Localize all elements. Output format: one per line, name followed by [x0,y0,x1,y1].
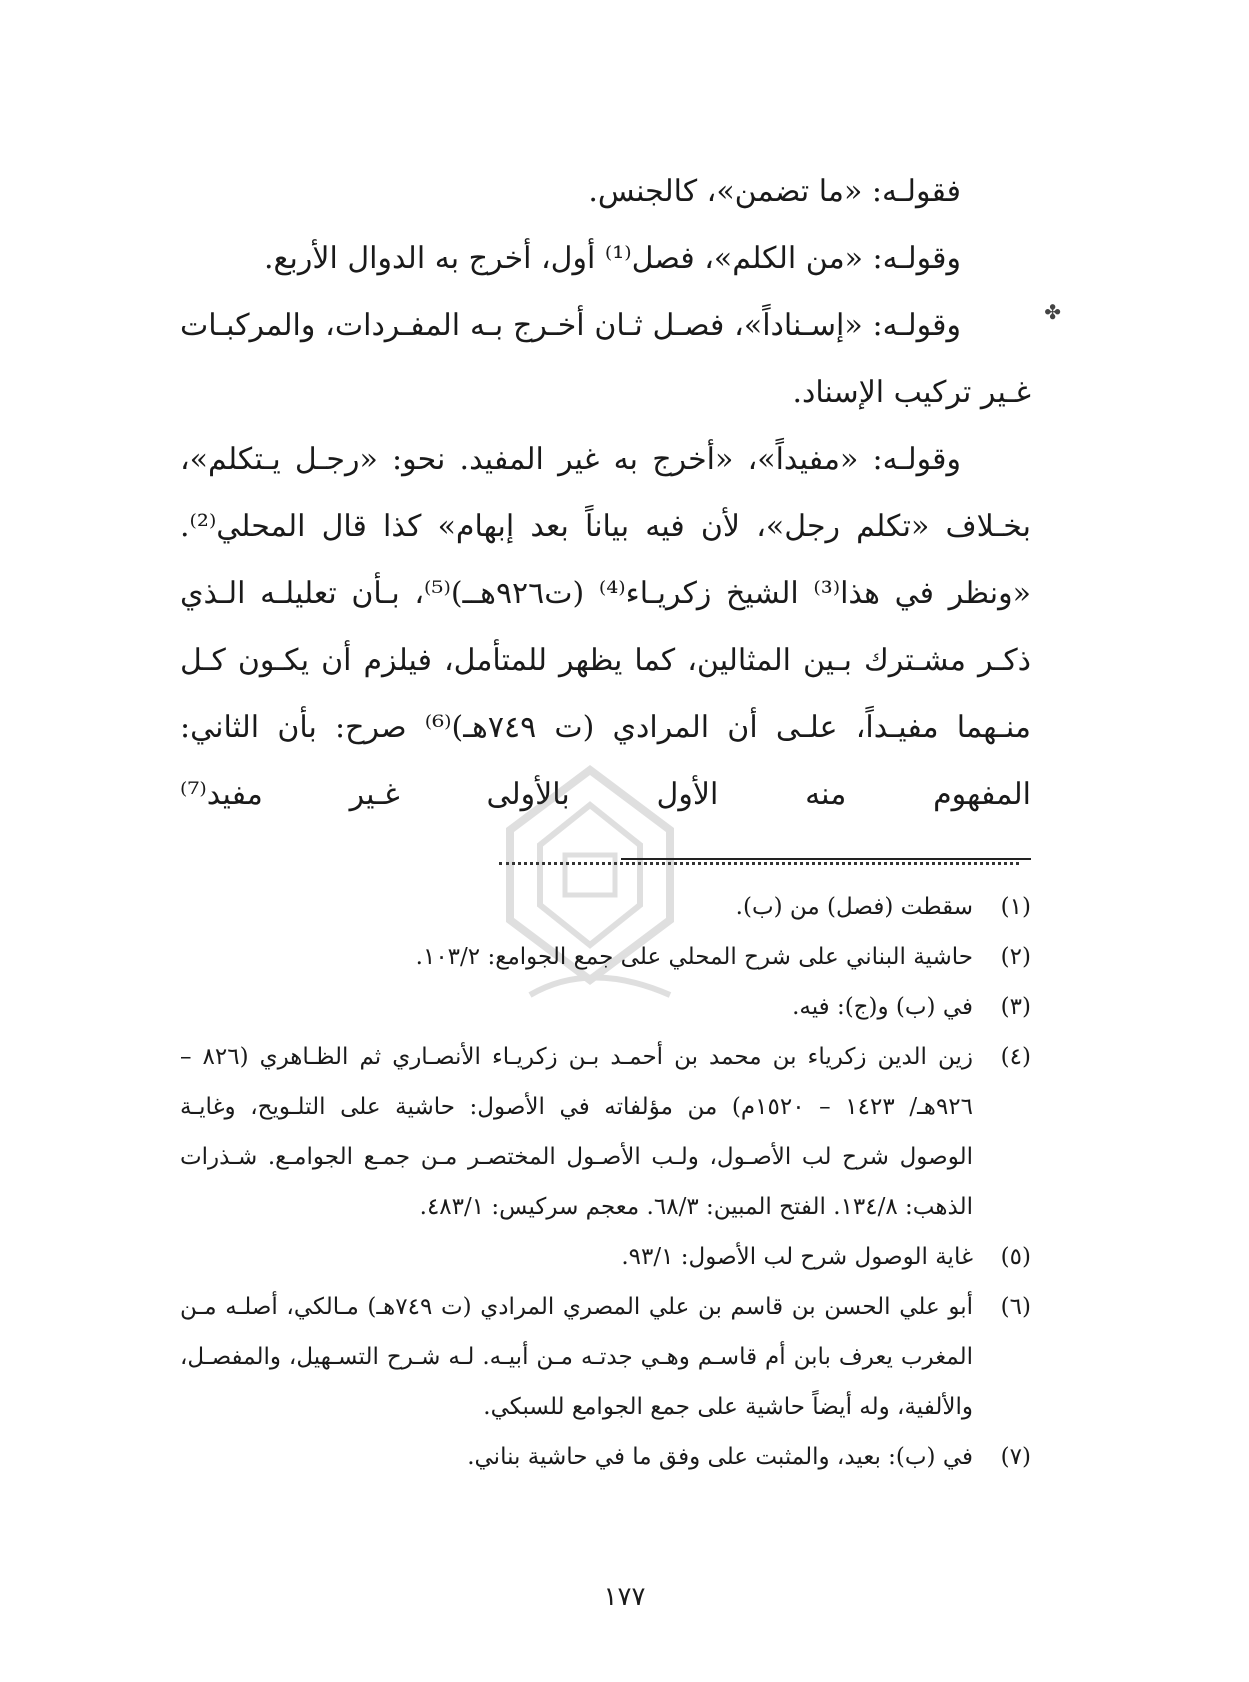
footnote-text: أبو علي الحسن بن قاسم بن علي المصري المرادي (ت ٧٤٩هـ) مـالكي، أصلـه مـن المغرب يعرف بابن أم قاسـم وهـي جدتـه مـن أبيـه. لـه شـرح التسـهيل، والمفصـل، والألفية، وله أيضاً حاشية على جمع الجوامع للسبكي. [180,1294,974,1420]
footnote-number: (٦) [1000,1294,1031,1320]
footnote-text: في (ب): بعيد، والمثبت على وفق ما في حاشية بناني. [467,1444,973,1470]
footnote-7 [180,1432,1031,1482]
footnote-number: (٥) [1000,1244,1031,1270]
footnote-number: (٧) [1000,1444,1031,1470]
footnote-number: (٤) [1000,1044,1031,1070]
page-number: ١٧٧ [603,1582,646,1612]
footnote-separator [621,858,1031,860]
footnote-text: غاية الوصول شرح لب الأصول: ٩٣/١. [621,1244,973,1270]
footnote-4 [180,1032,1031,1232]
footnote-text: زين الدين زكرياء بن محمد بن أحمـد بـن زكريـاء الأنصـاري ثم الظـاهري (٨٢٦ – ٩٢٦هـ/ ١٤٢٣ – ١٥٢٠م) من مؤلفاته في الأصول: حاشية على التلـويح، وغايـة الوصول شرح لب الأصـول، ولـب الأصـول المختصـر مـن جمـع الجوامـع. شـذرات الذهب: ١٣٤/٨. الفتح المبين: ٦٨/٣. معجم سركيس: ٤٨٣/١. [180,1044,974,1220]
footnote-1 [180,882,1031,932]
footnotes [180,882,1031,1482]
paragraph-2: وقولـه: «من الكلم»، فصل⁽¹⁾ أول، أخرج به الدوال الأربع. [264,241,961,276]
footnote-2 [180,932,1031,982]
footnote-number: (٢) [1000,944,1031,970]
footnote-5 [180,1232,1031,1282]
footnote-3 [180,982,1031,1032]
paragraph-3: وقولـه: «إسـناداً»، فصـل ثـان أخـرج بـه المفـردات، والمركبـات غـير تركيب الإسناد. [180,308,1031,410]
margin-mark-icon: ✤ [1044,300,1061,324]
footnote-6 [180,1282,1031,1432]
footnote-number: (٣) [1000,994,1031,1020]
footnote-text: في (ب) و(ج): فيه. [792,994,973,1020]
paragraph-1: فقولـه: «ما تضمن»، كالجنس. [588,174,961,209]
footnote-number: (١) [1000,894,1031,920]
paragraph-4-text: وقولـه: «مفيداً»، «أخرج به غير المفيد. نحو: «رجـل يـتكلم»، بخـلاف «تكلم رجل»، لأن فيه بياناً بعد إبهام» كذا قال المحلي⁽²⁾. «ونظر في هذا⁽³⁾ الشيخ زكريـاء⁽⁴⁾ (ت٩٢٦هــ)⁽⁵⁾، بـأن تعليلـه الـذي ذكـر مشـترك بـين المثالين، كما يظهر للمتأمل، فيلزم أن يكـون كـل منـهما مفيـداً، علـى أن المرادي (ت ٧٤٩هـ)⁽⁶⁾ صرح: بأن الثاني: المفهوم منه الأول بالأولى غـير مفيد⁽⁷⁾ [180,442,1031,812]
footnote-text: سقطت (فصل) من (ب). [735,894,973,920]
footnote-text: حاشية البناني على شرح المحلي على جمع الجوامع: ١٠٣/٢. [415,944,973,970]
